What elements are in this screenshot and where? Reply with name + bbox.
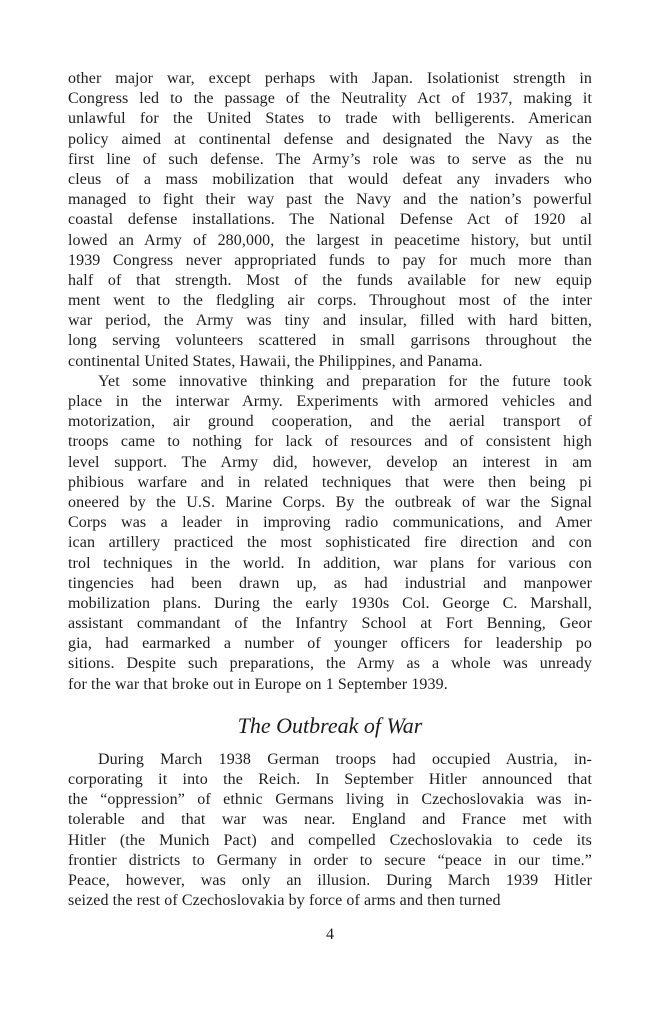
text-line: corporating it into the Reich. In September Hitler announced that [68,771,592,788]
text-line: gia, had earmarked a number of younger officers for leadership po [68,635,592,653]
text-line: 1939 Congress never appropriated funds to pay for much more than [68,251,592,269]
text-line: ican artillery practiced the most sophisticated fire direction and con [68,534,592,552]
text-line: tolerable and that war was near. England and France met with [68,811,592,829]
text-line: ment went to the fledgling air corps. Throughout most of the inter [68,292,592,310]
text-line: place in the interwar Army. Experiments with armored vehicles and [68,393,592,410]
text-line: frontier districts to Germany in order to secure “peace in our time.” [68,851,592,869]
text-block [68,69,592,911]
text-line: tingencies had been drawn up, as had industrial and manpower [68,574,592,592]
page-number: 4 [326,926,334,943]
text-line: sitions. Despite such preparations, the Army as a whole was unready [68,655,592,673]
text-line: first line of such defense. The Army’s role was to serve as the nu [68,150,592,168]
text-line: war period, the Army was tiny and insular, filled with hard bitten, [68,312,592,330]
text-line: seized the rest of Czechoslovakia by force of arms and then turned [68,892,501,910]
text-line: for the war that broke out in Europe on 1 September 1939. [68,675,448,693]
text-line: Yet some innovative thinking and preparation for the future took [98,372,592,390]
text-line: half of that strength. Most of the funds available for new equip [68,271,592,289]
text-line: coastal defense installations. The National Defense Act of 1920 al [68,211,592,229]
text-line: phibious warfare and in related techniques that were then being pi [68,473,592,491]
text-line: unlawful for the United States to trade with belligerents. American [68,110,592,128]
text-line: long serving volunteers scattered in small garrisons throughout the [68,332,592,350]
text-line: troops came to nothing for lack of resources and of consistent high [68,433,592,451]
text-line: continental United States, Hawaii, the Philippines, and Panama. [68,352,483,370]
text-line: assistant commandant of the Infantry School at Fort Benning, Geor [68,615,592,633]
text-line: the “oppression” of ethnic Germans living in Czechoslovakia was in- [68,791,592,809]
text-line: cleus of a mass mobilization that would defeat any invaders who [68,170,592,188]
text-line: mobilization plans. During the early 1930s Col. George C. Marshall, [68,594,592,612]
text-line: trol techniques in the world. In addition, war plans for various con [68,554,592,572]
section-heading: The Outbreak of War [237,712,423,738]
text-line: motorization, air ground cooperation, and the aerial transport of [68,413,592,431]
paragraph-outbreak-of-war [68,750,592,912]
text-line: level support. The Army did, however, develop an interest in am [68,453,592,471]
text-line: other major war, except perhaps with Japan. Isolationist strength in [68,70,592,87]
text-line: During March 1938 German troops had occupied Austria, in- [98,750,592,768]
paragraph-isolationism [68,69,592,372]
text-line: Peace, however, was only an illusion. During March 1939 Hitler [68,871,592,889]
text-line: oneered by the U.S. Marine Corps. By the outbreak of war the Signal [68,493,592,511]
text-line: Hitler (the Munich Pact) and compelled Czechoslovakia to cede its [68,831,592,849]
text-line: lowed an Army of 280,000, the largest in peacetime history, but until [68,231,592,249]
paragraph-interwar-innovation [68,372,592,695]
text-line: managed to fight their way past the Navy and the nation’s powerful [68,191,592,209]
text-line: Corps was a leader in improving radio communications, and Amer [68,514,592,532]
text-line: Congress led to the passage of the Neutrality Act of 1937, making it [68,90,592,108]
text-line: policy aimed at continental defense and designated the Navy as the [68,130,592,148]
